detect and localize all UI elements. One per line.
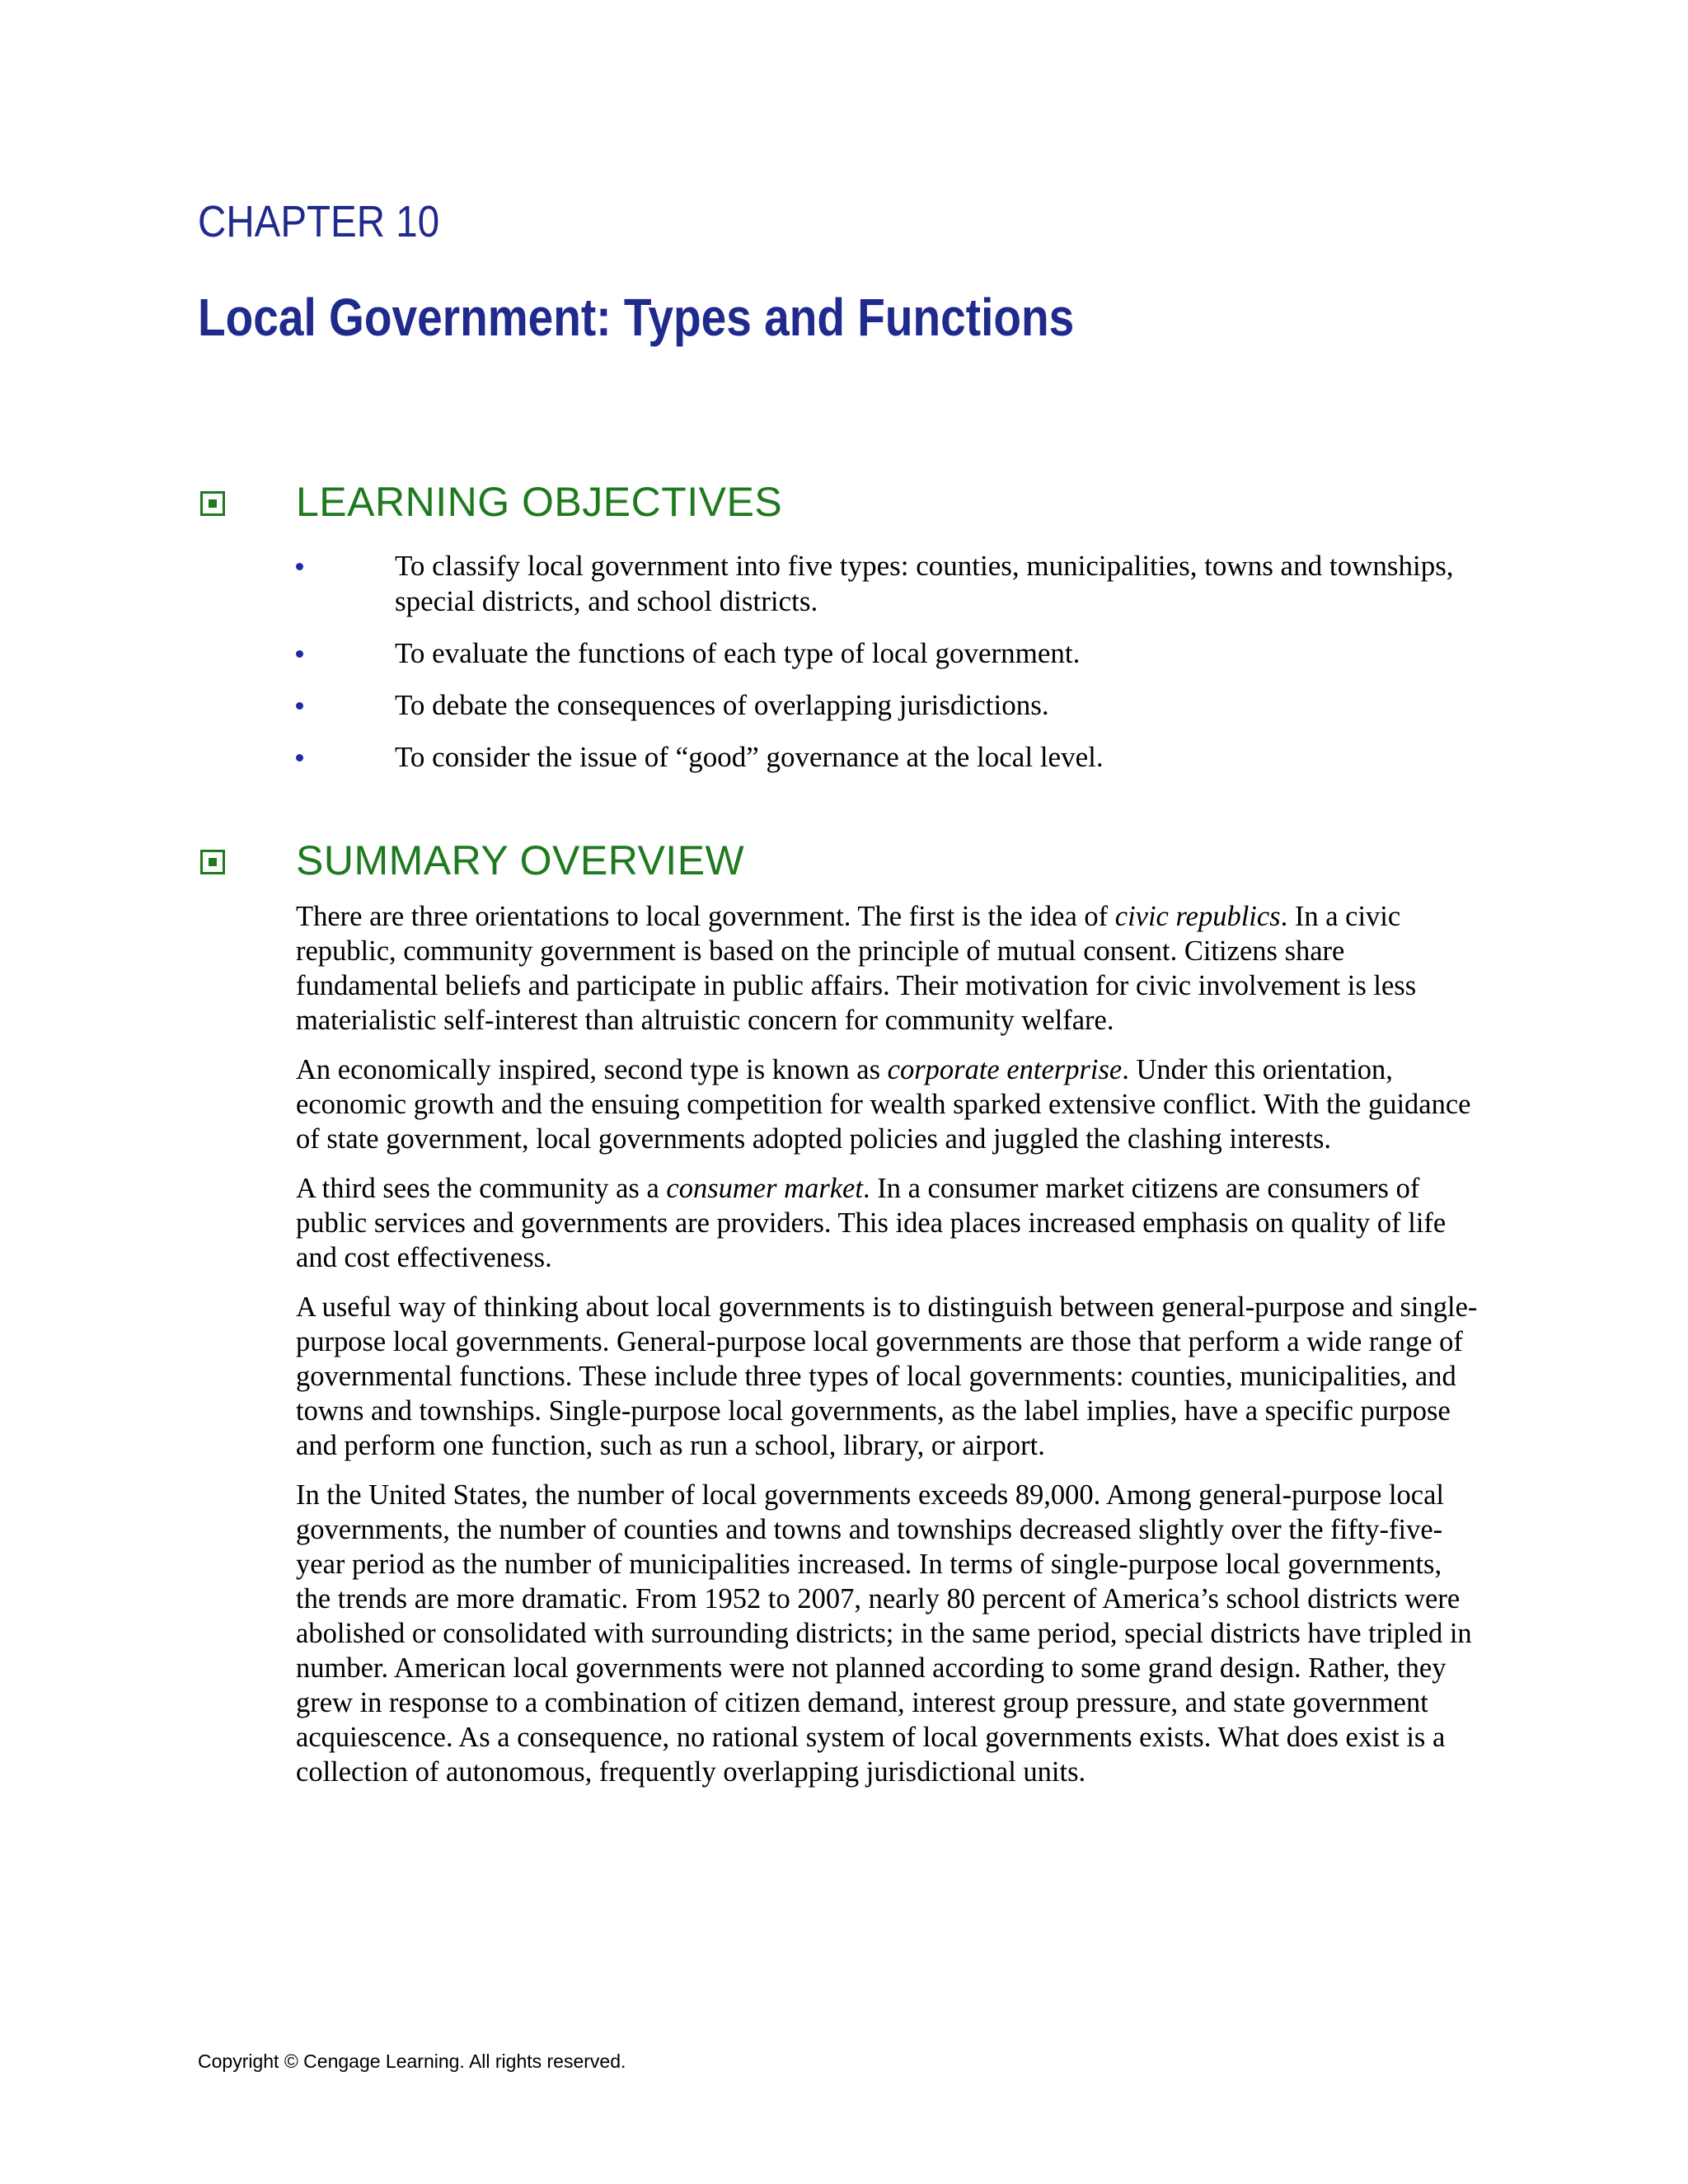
learning-objectives-heading: LEARNING OBJECTIVES <box>296 479 783 525</box>
bullet-dot-icon <box>296 702 303 710</box>
summary-paragraph <box>296 1052 1483 1156</box>
objective-item <box>296 548 1491 619</box>
emphasis-term: consumer market <box>666 1173 863 1204</box>
section-marker-icon <box>200 850 225 874</box>
objective-item <box>296 635 1491 671</box>
paragraph-text: A third sees the community as a <box>296 1173 667 1204</box>
paragraph-text: An economically inspired, second type is known as <box>296 1054 888 1085</box>
objective-text: To evaluate the functions of each type of local government. <box>395 637 1081 669</box>
chapter-label: CHAPTER 10 <box>198 197 440 246</box>
objective-item <box>296 687 1491 723</box>
chapter-title: Local Government: Types and Functions <box>198 288 1075 347</box>
bullet-dot-icon <box>296 754 303 762</box>
summary-body <box>296 899 1483 1804</box>
objective-item <box>296 739 1491 775</box>
emphasis-term: civic republics <box>1114 901 1281 932</box>
objective-text: To consider the issue of “good” governance at the local level. <box>395 741 1104 773</box>
paragraph-text: . In a consumer market citizens are consumers of public services and governments are providers. This idea places increased emphasis on quality of life and cost effectiveness. <box>296 1173 1447 1273</box>
objective-text: To classify local government into five types: counties, municipalities, towns and townships, special districts, and school districts. <box>395 550 1454 617</box>
paragraph-text: . Under this orientation, economic growth and the ensuing competition for wealth sparked extensive conflict. With the guidance of state government, local governments adopted policies and juggled the clashing interests. <box>296 1054 1471 1155</box>
emphasis-term: corporate enterprise <box>887 1054 1123 1085</box>
paragraph-text: . In a civic republic, community government is based on the principle of mutual consent. Citizens share fundamental beliefs and participate in public affairs. Their motivation for civic involvement is less materialistic self-interest than altruistic concern for community welfare. <box>296 901 1417 1036</box>
summary-overview-heading: SUMMARY OVERVIEW <box>296 837 745 883</box>
bullet-dot-icon <box>296 650 303 658</box>
objectives-list <box>296 548 1491 791</box>
bullet-dot-icon <box>296 563 303 570</box>
paragraph-text: There are three orientations to local government. The first is the idea of <box>296 901 1115 932</box>
summary-paragraph <box>296 1171 1483 1275</box>
section-marker-icon <box>200 491 225 516</box>
objective-text: To debate the consequences of overlapping jurisdictions. <box>395 689 1049 721</box>
copyright-footer: Copyright © Cengage Learning. All rights reserved. <box>198 2050 626 2072</box>
summary-paragraph: A useful way of thinking about local governments is to distinguish between general-purpose and single-purpose local governments. General-purpose local governments are those that perform a wide range of governmental functions. These include three types of local governments: counties, municipalities, and towns and townships. Single-purpose local governments, as the label implies, have a specific purpose and perform one function, such as run a school, library, or airport. <box>296 1291 1478 1461</box>
summary-paragraph <box>296 899 1483 1038</box>
summary-paragraph: In the United States, the number of local governments exceeds 89,000. Among general-purpose local governments, the number of counties and towns and townships decreased slightly over the fifty-five-year period as the number of municipalities increased. In terms of single-purpose local governments, the trends are more dramatic. From 1952 to 2007, nearly 80 percent of America’s school districts were abolished or consolidated with surrounding districts; in the same period, special districts have tripled in number. American local governments were not planned according to some grand design. Rather, they grew in response to a combination of citizen demand, interest group pressure, and state government acquiescence. As a consequence, no rational system of local governments exists. What does exist is a collection of autonomous, frequently overlapping jurisdictional units. <box>296 1479 1472 1788</box>
